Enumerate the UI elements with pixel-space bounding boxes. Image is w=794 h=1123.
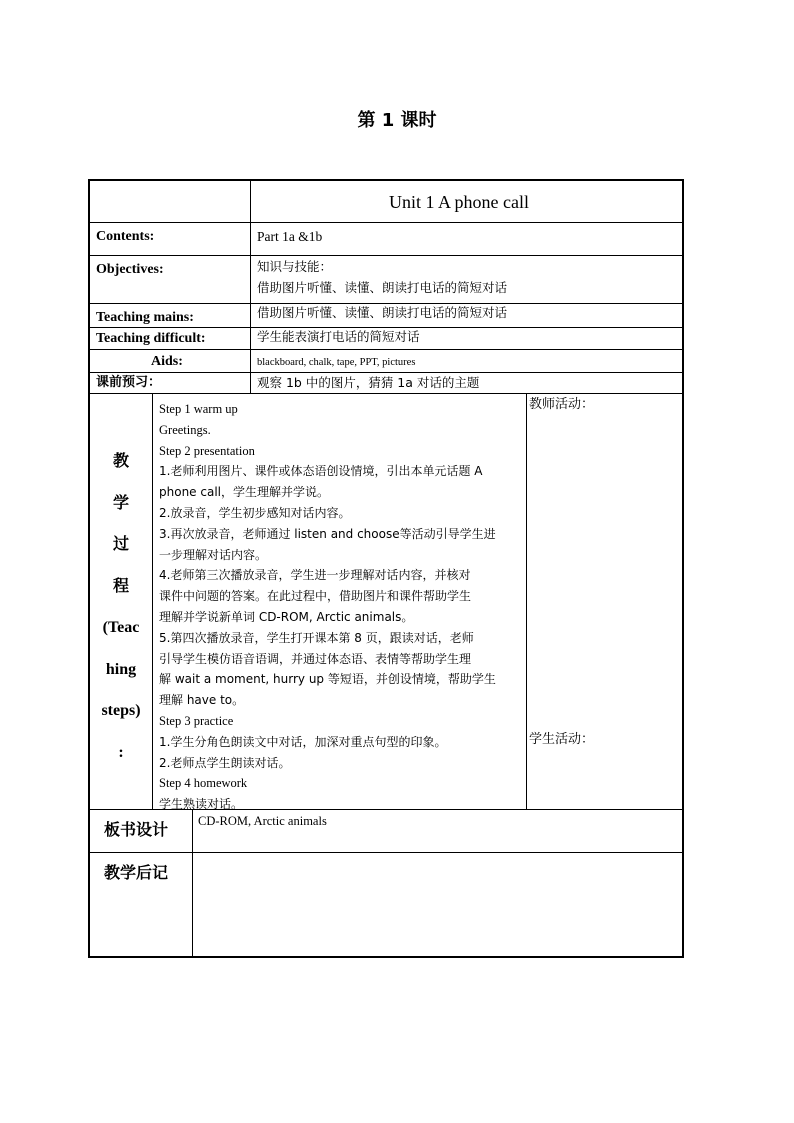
teaching-process-text: [159, 399, 525, 815]
process-line: 5.第四次播放录音，学生打开课本第 8 页，跟读对话，老师: [159, 630, 474, 645]
process-line: 理解 have to。: [159, 693, 245, 708]
teaching-mains-label: Teaching mains:: [96, 310, 194, 325]
process-line: Step 1 warm up: [159, 402, 238, 416]
objectives-label: Objectives:: [96, 262, 164, 277]
steps-label-char: 过: [112, 534, 129, 554]
teaching-difficult-label: Teaching difficult:: [96, 331, 206, 346]
process-line: 课件中问题的答案。在此过程中，借助图片和课件帮助学生: [159, 589, 472, 604]
steps-label-char: (Teac: [102, 618, 140, 636]
steps-label-char: 教: [112, 451, 129, 470]
steps-label-char: :: [118, 743, 124, 761]
preview-label: 课前预习：: [96, 375, 162, 390]
steps-label-char: hing: [105, 660, 137, 678]
aids-value: blackboard, chalk, tape, PPT, pictures: [257, 357, 416, 368]
process-line: 学生熟读对话。: [159, 797, 244, 812]
page-title: 第 1 课时: [357, 110, 437, 131]
contents-value: Part 1a &1b: [257, 229, 323, 244]
process-line: Greetings.: [159, 422, 211, 437]
process-line: Step 3 practice: [159, 713, 234, 728]
student-activity-label: 学生活动：: [529, 732, 595, 747]
teaching-steps-label: [90, 440, 152, 774]
board-design-value: CD-ROM, Arctic animals: [198, 814, 327, 828]
process-line: Step 4 homework: [159, 776, 248, 791]
process-line: 解 wait a moment, hurry up 等短语，并创设情境，帮助学生: [159, 672, 496, 687]
process-line: 3.再次放录音，老师通过 listen and choose等活动引导学生进: [159, 526, 496, 541]
process-line: 1.老师利用图片、课件或体态语创设情境，引出本单元话题 A: [159, 464, 483, 479]
process-line: phone call，学生理解并学说。: [159, 485, 329, 500]
process-line: 4.老师第三次播放录音，学生进一步理解对话内容，并核对: [159, 568, 471, 583]
process-line: 一步理解对话内容。: [159, 547, 268, 562]
steps-label-char: 程: [112, 576, 129, 596]
process-line: 2.老师点学生朗读对话。: [159, 755, 291, 770]
process-line: 引导学生模仿语音语调，并通过体态语、表情等帮助学生理: [159, 651, 472, 666]
teacher-activity-label: 教师活动：: [529, 397, 595, 412]
aids-label: Aids:: [151, 354, 183, 369]
process-line: 1.学生分角色朗读文中对话，加深对重点句型的印象。: [159, 734, 447, 749]
unit-title: Unit 1 A phone call: [389, 192, 529, 212]
steps-label-char: 学: [112, 492, 129, 512]
teaching-mains-value: 借助图片听懂、读懂、朗读打电话的简短对话: [257, 305, 508, 320]
objectives-value-line1: 知识与技能：: [257, 259, 333, 274]
objectives-value-line2: 借助图片听懂、读懂、朗读打电话的简短对话: [257, 280, 508, 295]
process-line: 理解并学说新单词 CD-ROM, Arctic animals。: [159, 609, 414, 624]
steps-label-char: steps): [101, 702, 141, 720]
contents-label: Contents:: [96, 229, 155, 244]
preview-value: 观察 1b 中的图片，猜猜 1a 对话的主题: [257, 375, 480, 390]
teaching-difficult-value: 学生能表演打电话的简短对话: [257, 329, 420, 344]
process-line: 2.放录音，学生初步感知对话内容。: [159, 505, 351, 520]
process-line: Step 2 presentation: [159, 443, 255, 458]
board-design-label: 板书设计: [104, 820, 169, 839]
postscript-label: 教学后记: [104, 863, 169, 882]
